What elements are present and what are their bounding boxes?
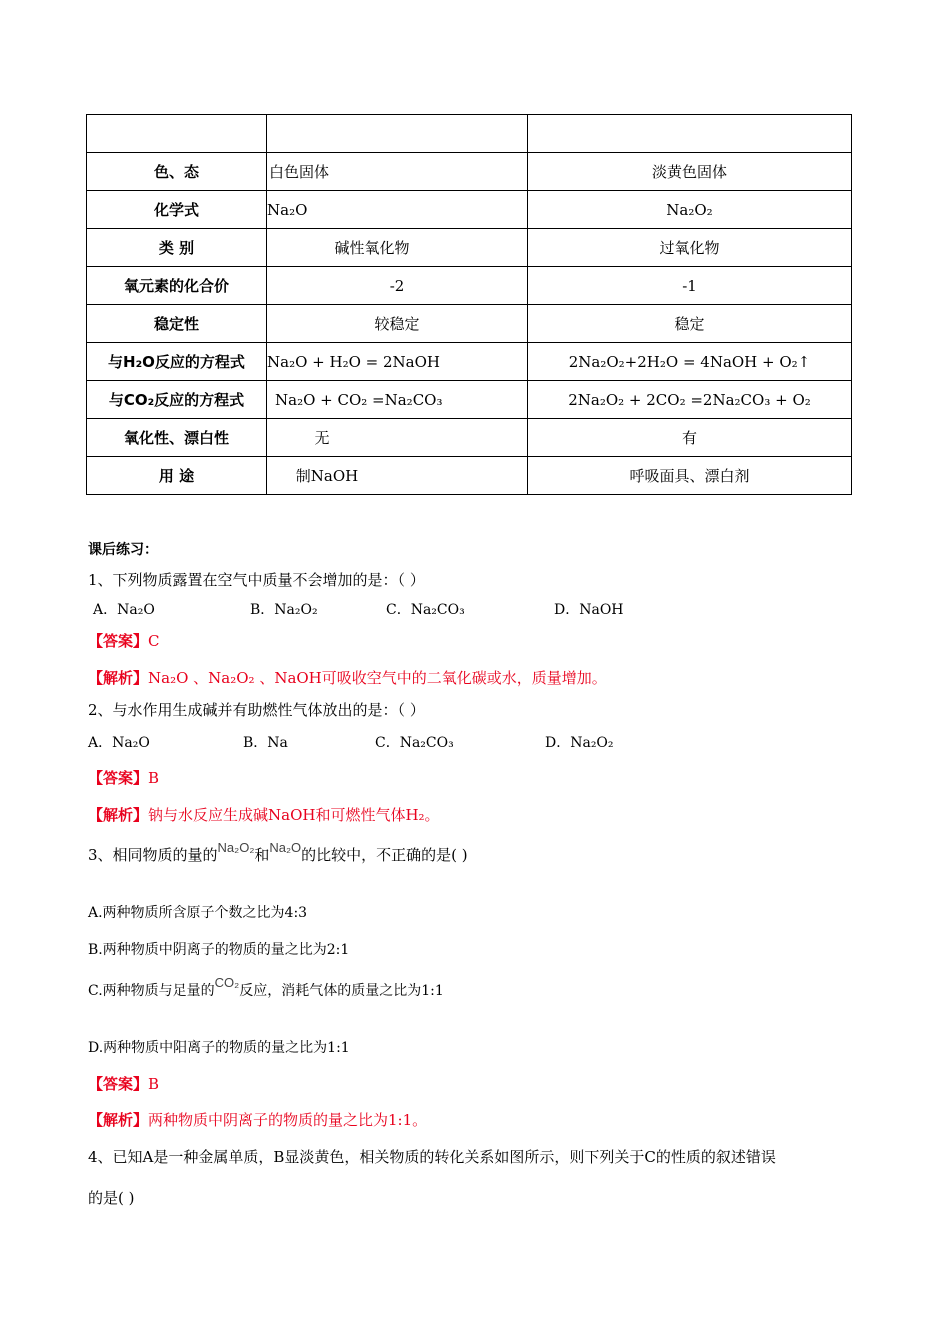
comparison-table (86, 114, 852, 495)
row-label: 色、态 (87, 153, 267, 191)
q2-option-c: C．Na₂CO₃ (375, 735, 454, 751)
q3-formula-co2: CO₂ (214, 975, 240, 990)
q1-option-c: C．Na₂CO₃ (386, 602, 465, 618)
row-label: 氧化性、漂白性 (87, 419, 267, 457)
q1-analysis-text: Na₂O 、Na₂O₂ 、NaOH可吸收空气中的二氧化碳或水，质量增加。 (148, 669, 607, 687)
q2-answer (88, 771, 159, 786)
na2o2-value: Na₂O₂ (528, 191, 852, 229)
na2o-value: 制NaOH (267, 457, 528, 495)
section-title: 课后练习： (88, 542, 158, 558)
q3-answer-tag: 【答案】 (88, 1075, 149, 1093)
q3-stem (88, 840, 468, 864)
table-row (87, 153, 852, 191)
table-row (87, 191, 852, 229)
q2-option-a: A．Na₂O (88, 735, 150, 751)
q1-answer-tag: 【答案】 (88, 632, 149, 650)
table-header-cell (528, 115, 852, 153)
na2o-value: 碱性氧化物 (267, 229, 528, 267)
q2-analysis-tag: 【解析】 (88, 806, 149, 824)
table-row (87, 457, 852, 495)
q3-formula-na2o2: Na₂O₂ (217, 840, 255, 855)
q3-analysis-tag: 【解析】 (88, 1111, 149, 1129)
q3-stem-pre: 3、相同物质的量的 (88, 846, 218, 864)
q3-option-c-pre: C.两种物质与足量的 (88, 983, 215, 999)
table-row (87, 343, 852, 381)
row-label: 类 别 (87, 229, 267, 267)
q3-option-b: B.两种物质中阴离子的物质的量之比为2:1 (88, 942, 350, 958)
q1-option-a: A．Na₂O (93, 602, 155, 618)
na2o-value: -2 (267, 267, 528, 305)
q3-option-d: D.两种物质中阳离子的物质的量之比为1:1 (88, 1040, 350, 1056)
q3-analysis (88, 1113, 427, 1128)
q2-stem: 2、与水作用生成碱并有助燃性气体放出的是：（ ） (88, 701, 425, 719)
q1-stem: 1、下列物质露置在空气中质量不会增加的是：（ ） (88, 571, 425, 589)
q2-answer-value: B (148, 769, 160, 787)
q3-option-c (88, 975, 444, 999)
q3-formula-na2o: Na₂O (269, 840, 302, 855)
q3-option-c-post: 反应，消耗气体的质量之比为1:1 (239, 983, 444, 999)
q2-analysis-text: 钠与水反应生成碱NaOH和可燃性气体H₂。 (148, 806, 440, 824)
q2-option-b: B．Na (243, 735, 288, 751)
na2o-value: Na₂O + CO₂ =Na₂CO₃ (267, 381, 528, 419)
table-row (87, 419, 852, 457)
na2o-value: 较稳定 (267, 305, 528, 343)
q1-analysis (88, 671, 607, 686)
q4-stem-line1: 4、已知A是一种金属单质，B显淡黄色，相关物质的转化关系如图所示，则下列关于C的性质的叙述错误 (88, 1148, 776, 1166)
q3-stem-mid: 和 (254, 846, 270, 864)
table-header-row (87, 115, 852, 153)
na2o-value: 白色固体 (267, 153, 528, 191)
na2o2-value: 稳定 (528, 305, 852, 343)
q2-answer-tag: 【答案】 (88, 769, 149, 787)
row-label: 与H₂O反应的方程式 (87, 343, 267, 381)
table-row (87, 229, 852, 267)
na2o2-value: 淡黄色固体 (528, 153, 852, 191)
table-row (87, 267, 852, 305)
na2o-value: Na₂O + H₂O = 2NaOH (267, 343, 528, 381)
q3-analysis-text: 两种物质中阴离子的物质的量之比为1:1。 (148, 1111, 428, 1129)
na2o2-value: 2Na₂O₂ + 2CO₂ =2Na₂CO₃ + O₂ (528, 381, 852, 419)
q3-stem-post: 的比较中，不正确的是( ) (301, 846, 468, 864)
q3-answer-value: B (148, 1075, 160, 1093)
row-label: 用 途 (87, 457, 267, 495)
q1-answer (88, 634, 160, 649)
na2o-value: Na₂O (267, 191, 528, 229)
row-label: 氧元素的化合价 (87, 267, 267, 305)
table-header-cell (267, 115, 528, 153)
na2o2-value: 呼吸面具、漂白剂 (528, 457, 852, 495)
q2-analysis (88, 808, 440, 823)
na2o2-value: 过氧化物 (528, 229, 852, 267)
table-row (87, 381, 852, 419)
table-row (87, 305, 852, 343)
row-label: 化学式 (87, 191, 267, 229)
row-label: 稳定性 (87, 305, 267, 343)
table-header-cell (87, 115, 267, 153)
na2o-value: 无 (267, 419, 528, 457)
q3-answer (88, 1077, 159, 1092)
q1-analysis-tag: 【解析】 (88, 669, 149, 687)
q1-option-b: B．Na₂O₂ (250, 602, 318, 618)
q1-option-d: D．NaOH (554, 602, 624, 618)
q1-answer-value: C (148, 632, 160, 650)
q3-option-a: A.两种物质所含原子个数之比为4:3 (88, 905, 308, 921)
row-label: 与CO₂反应的方程式 (87, 381, 267, 419)
q2-option-d: D．Na₂O₂ (545, 735, 614, 751)
na2o2-value: -1 (528, 267, 852, 305)
na2o2-value: 2Na₂O₂+2H₂O = 4NaOH + O₂↑ (528, 343, 852, 381)
q4-stem-line2: 的是( ) (88, 1189, 135, 1207)
na2o2-value: 有 (528, 419, 852, 457)
